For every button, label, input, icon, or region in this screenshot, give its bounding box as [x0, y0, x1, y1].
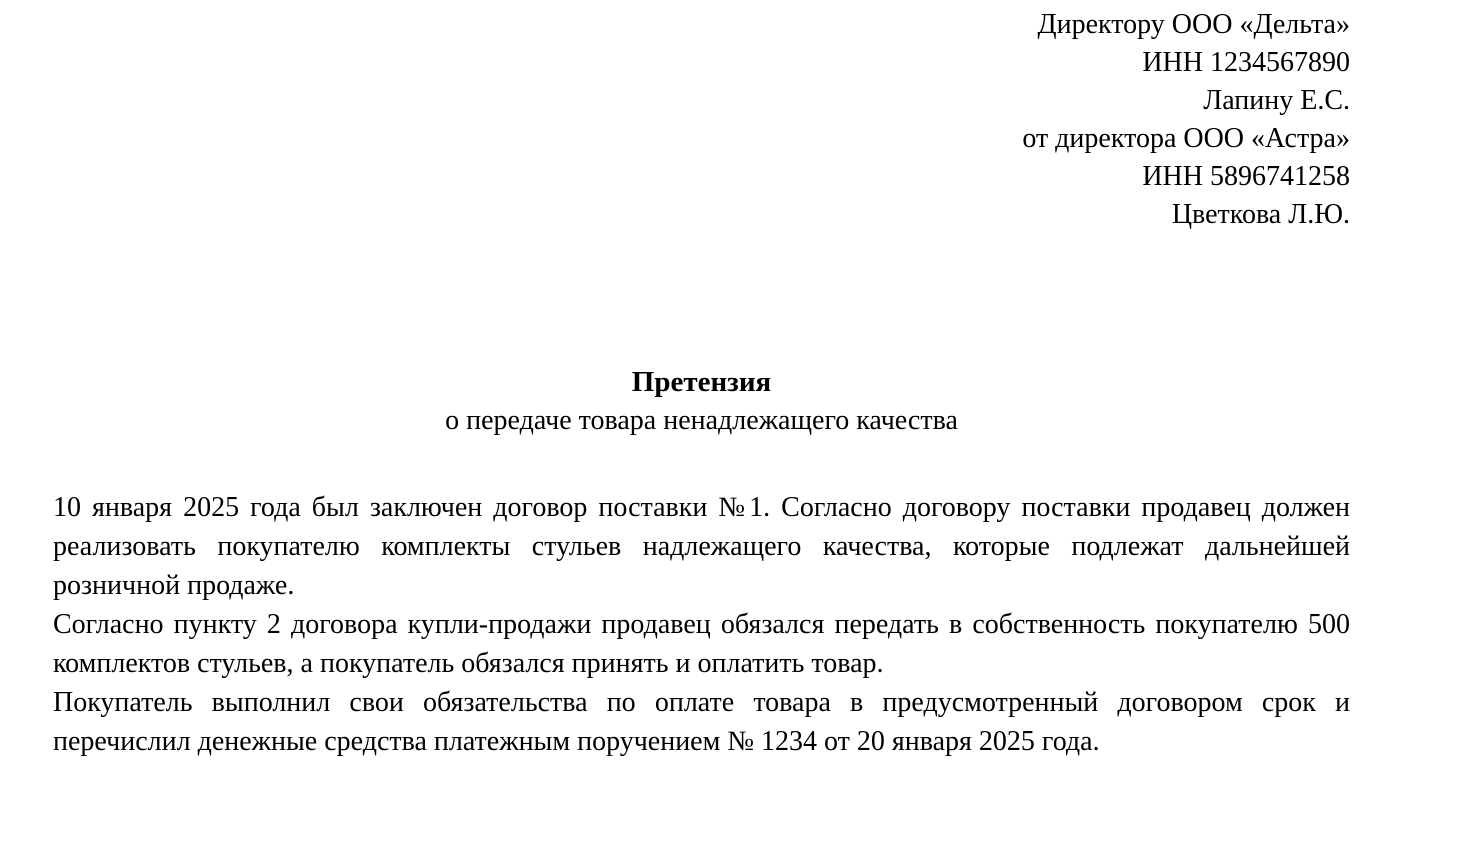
paragraph-payment: Покупатель выполнил свои обязательства по оплате товара в предусмотренный договором срок и перечислил денежные средства платежным поручением № 1234 от 20 января 2025 года. [53, 687, 1350, 757]
header-line-recipient-inn: ИНН 1234567890 [1142, 47, 1350, 78]
paragraph-obligations: Согласно пункту 2 договора купли-продажи продавец обязался передать в собственность покупателю 500 комплектов стульев, а покупатель обязался принять и оплатить товар. [53, 609, 1350, 679]
document-subtitle: о передаче товара ненадлежащего качества [445, 405, 958, 436]
header-line-recipient-name: Лапину Е.С. [1203, 85, 1350, 116]
recipient-sender-block [53, 6, 1350, 234]
header-line-sender-inn: ИНН 5896741258 [1142, 161, 1350, 192]
document-body [53, 488, 1350, 761]
paragraph-contract: 10 января 2025 года был заключен договор поставки №1. Согласно договору поставки продавец должен реализовать покупателю комплекты стульев надлежащего качества, которые подлежат дальнейшей розничной продаже. [53, 492, 1350, 601]
document-title: Претензия [631, 366, 772, 398]
header-line-sender-name: Цветкова Л.Ю. [1171, 199, 1350, 230]
header-line-sender-title: от директора ООО «Астра» [1022, 123, 1350, 154]
title-block [53, 362, 1350, 440]
header-line-recipient-title: Директору ООО «Дельта» [1037, 9, 1350, 40]
